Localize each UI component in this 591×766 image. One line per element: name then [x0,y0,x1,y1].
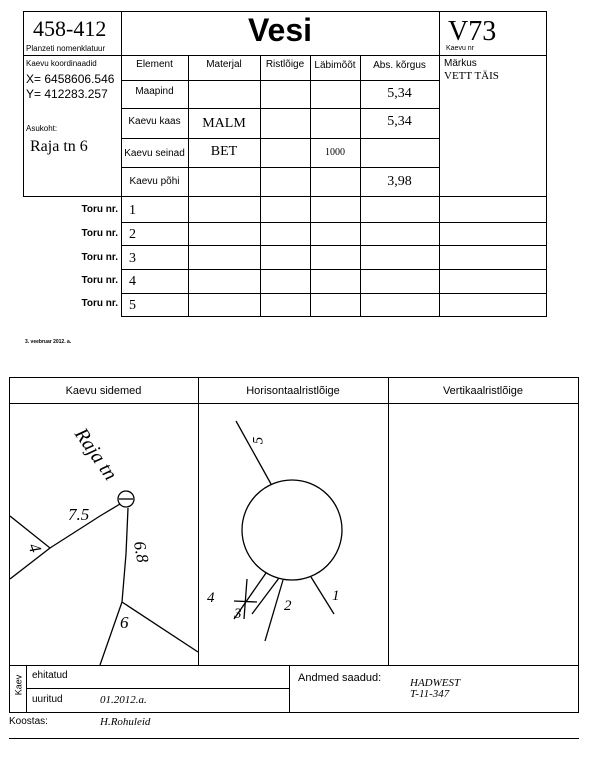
compiled-label: Koostas: [9,716,48,727]
location-value: Raja tn 6 [30,138,88,155]
row-height: 5,34 [387,86,412,101]
sheet-caption: Planzeti nomenklatuur [26,44,106,53]
col-header-height: Abs. kõrgus [373,60,426,71]
pipe-number: 3 [129,251,136,266]
col-header-section: Ristlõige [265,59,305,70]
distance-label: 4 [24,540,46,556]
compiled-value: H.Rohuleid [100,716,151,728]
coord-caption: Kaevu koordinaadid [26,59,97,68]
distance-label: 7.5 [68,505,90,524]
location-caption: Asukoht: [26,124,58,133]
pipe-label: Toru nr. [81,275,118,286]
col-header-material: Materjal [206,59,242,70]
row-element: Kaevu seinad [124,148,185,159]
built-label: ehitatud [32,670,68,681]
kaev-label: Kaev [13,674,24,696]
pipe-number: 4 [129,274,136,289]
notes-caption: Märkus [444,58,477,69]
pipe-number: 2 [129,227,136,242]
col-vertikaal: Vertikaalristlõige [442,385,524,397]
connections-sketch [10,404,198,665]
data-value-2: T-11-347 [410,688,450,700]
surveyed-value: 01.2012.a. [100,694,147,706]
section-label: 2 [284,598,292,614]
pipe-label: Toru nr. [81,228,118,239]
row-element: Kaevu kaas [128,116,181,127]
coord-y: Y= 412283.257 [26,87,108,101]
pipe-number: 5 [129,298,136,313]
date-line: 3. veebruar 2012. a. [25,339,72,345]
data-value-1: HADWEST [410,677,461,689]
well-number: V73 [448,16,497,47]
col-kaevu-sidemed: Kaevu sidemed [65,385,142,397]
pipe-number: 1 [129,203,136,218]
row-material: BET [210,144,238,159]
row-element: Kaevu põhi [129,176,180,187]
surveyed-label: uuritud [32,694,63,705]
section-label: 1 [332,588,340,604]
row-height: 5,34 [387,114,412,129]
col-horisontaal: Horisontaalristlõige [246,385,340,397]
sheet-number: 458-412 [33,16,107,41]
row-diameter: 1000 [325,147,345,158]
row-height: 3,98 [387,174,412,189]
well-caption: Kaevu nr [446,45,475,52]
distance-label: 6 [120,613,129,632]
page-title: Vesi [247,12,313,48]
horizontal-section-sketch [199,404,388,665]
data-label: Andmed saadud: [298,672,382,684]
section-label: 4 [207,590,215,606]
row-element: Maapind [135,86,174,97]
section-label: 5 [250,436,267,445]
distance-label: 6.8 [129,539,153,565]
col-header-diameter: Läbimõõt [314,60,356,71]
section-label: 3 [234,606,242,622]
row-material: MALM [202,116,246,131]
col-header-element: Element [136,59,173,70]
pipe-label: Toru nr. [81,298,118,309]
street-label: Raja tn [69,424,122,485]
pipe-label: Toru nr. [81,252,118,263]
coord-x: X= 6458606.546 [26,72,115,86]
pipe-label: Toru nr. [81,204,118,215]
notes-value: VETT TÄIS [444,70,499,82]
